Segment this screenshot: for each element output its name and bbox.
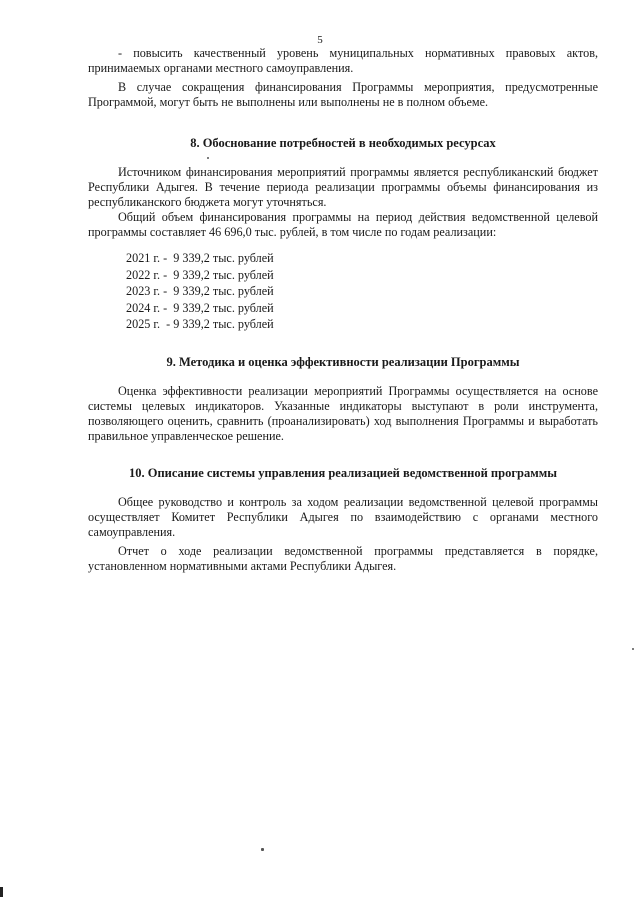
section-8-paragraph-2: Общий объем финансирования программы на период действия ведомственной целевой программы составляет 46 696,0 тыс. рублей, в том числе по годам реализации: — [88, 210, 598, 239]
section-10-paragraph-1: Общее руководство и контроль за ходом реализации ведомственной целевой программы осуществляет Комитет Республики Адыгея по взаимодействию с органами местного самоуправления. — [88, 494, 598, 539]
funding-year-item: 2024 г. - 9 339,2 тыс. рублей — [126, 300, 274, 315]
funding-by-year-list — [126, 250, 598, 333]
section-10-heading: 10. Описание системы управления реализацией ведомственной программы — [128, 465, 558, 480]
funding-year-item: 2021 г. - 9 339,2 тыс. рублей — [126, 251, 274, 265]
scan-speck — [207, 157, 209, 159]
funding-reduction-paragraph: В случае сокращения финансирования Программы мероприятия, предусмотренные Программой, могут быть не выполнены или выполнены не в полном объеме. — [88, 80, 598, 109]
section-8-heading: 8. Обоснование потребностей в необходимых ресурсах — [190, 136, 496, 150]
section-10-paragraph-2: Отчет о ходе реализации ведомственной программы представляется в порядке, установленном нормативными актами Республики Адыгея. — [88, 543, 598, 573]
funding-year-item: 2022 г. - 9 339,2 тыс. рублей — [126, 267, 274, 282]
scan-speck — [261, 848, 264, 851]
section-9-paragraph-1: Оценка эффективности реализации мероприятий Программы осуществляется на основе системы целевых индикаторов. Указанные индикаторы выступают в роли инструмента, позволяющего оценить, сравнить (проанализировать) ход выполнения Программы и выработать правильное управленческое решение. — [88, 383, 598, 443]
page-content — [88, 46, 598, 574]
funding-year-item: 2023 г. - 9 339,2 тыс. рублей — [126, 284, 274, 299]
section-9-heading: 9. Методика и оценка эффективности реализации Программы — [166, 354, 520, 369]
scan-speck — [632, 648, 634, 650]
scan-edge-mark — [0, 887, 3, 897]
section-8-paragraph-1: Источником финансирования мероприятий программы является республиканский бюджет Республики Адыгея. В течение периода реализации программы объемы финансирования из республиканского бюджета могут уточняться. — [88, 165, 598, 209]
page-number: 5 — [317, 34, 323, 46]
funding-year-item: 2025 г. - 9 339,2 тыс. рублей — [126, 317, 274, 332]
bullet-paragraph: - повысить качественный уровень муниципальных нормативных правовых актов, принимаемых органами местного самоуправления. — [88, 46, 598, 75]
